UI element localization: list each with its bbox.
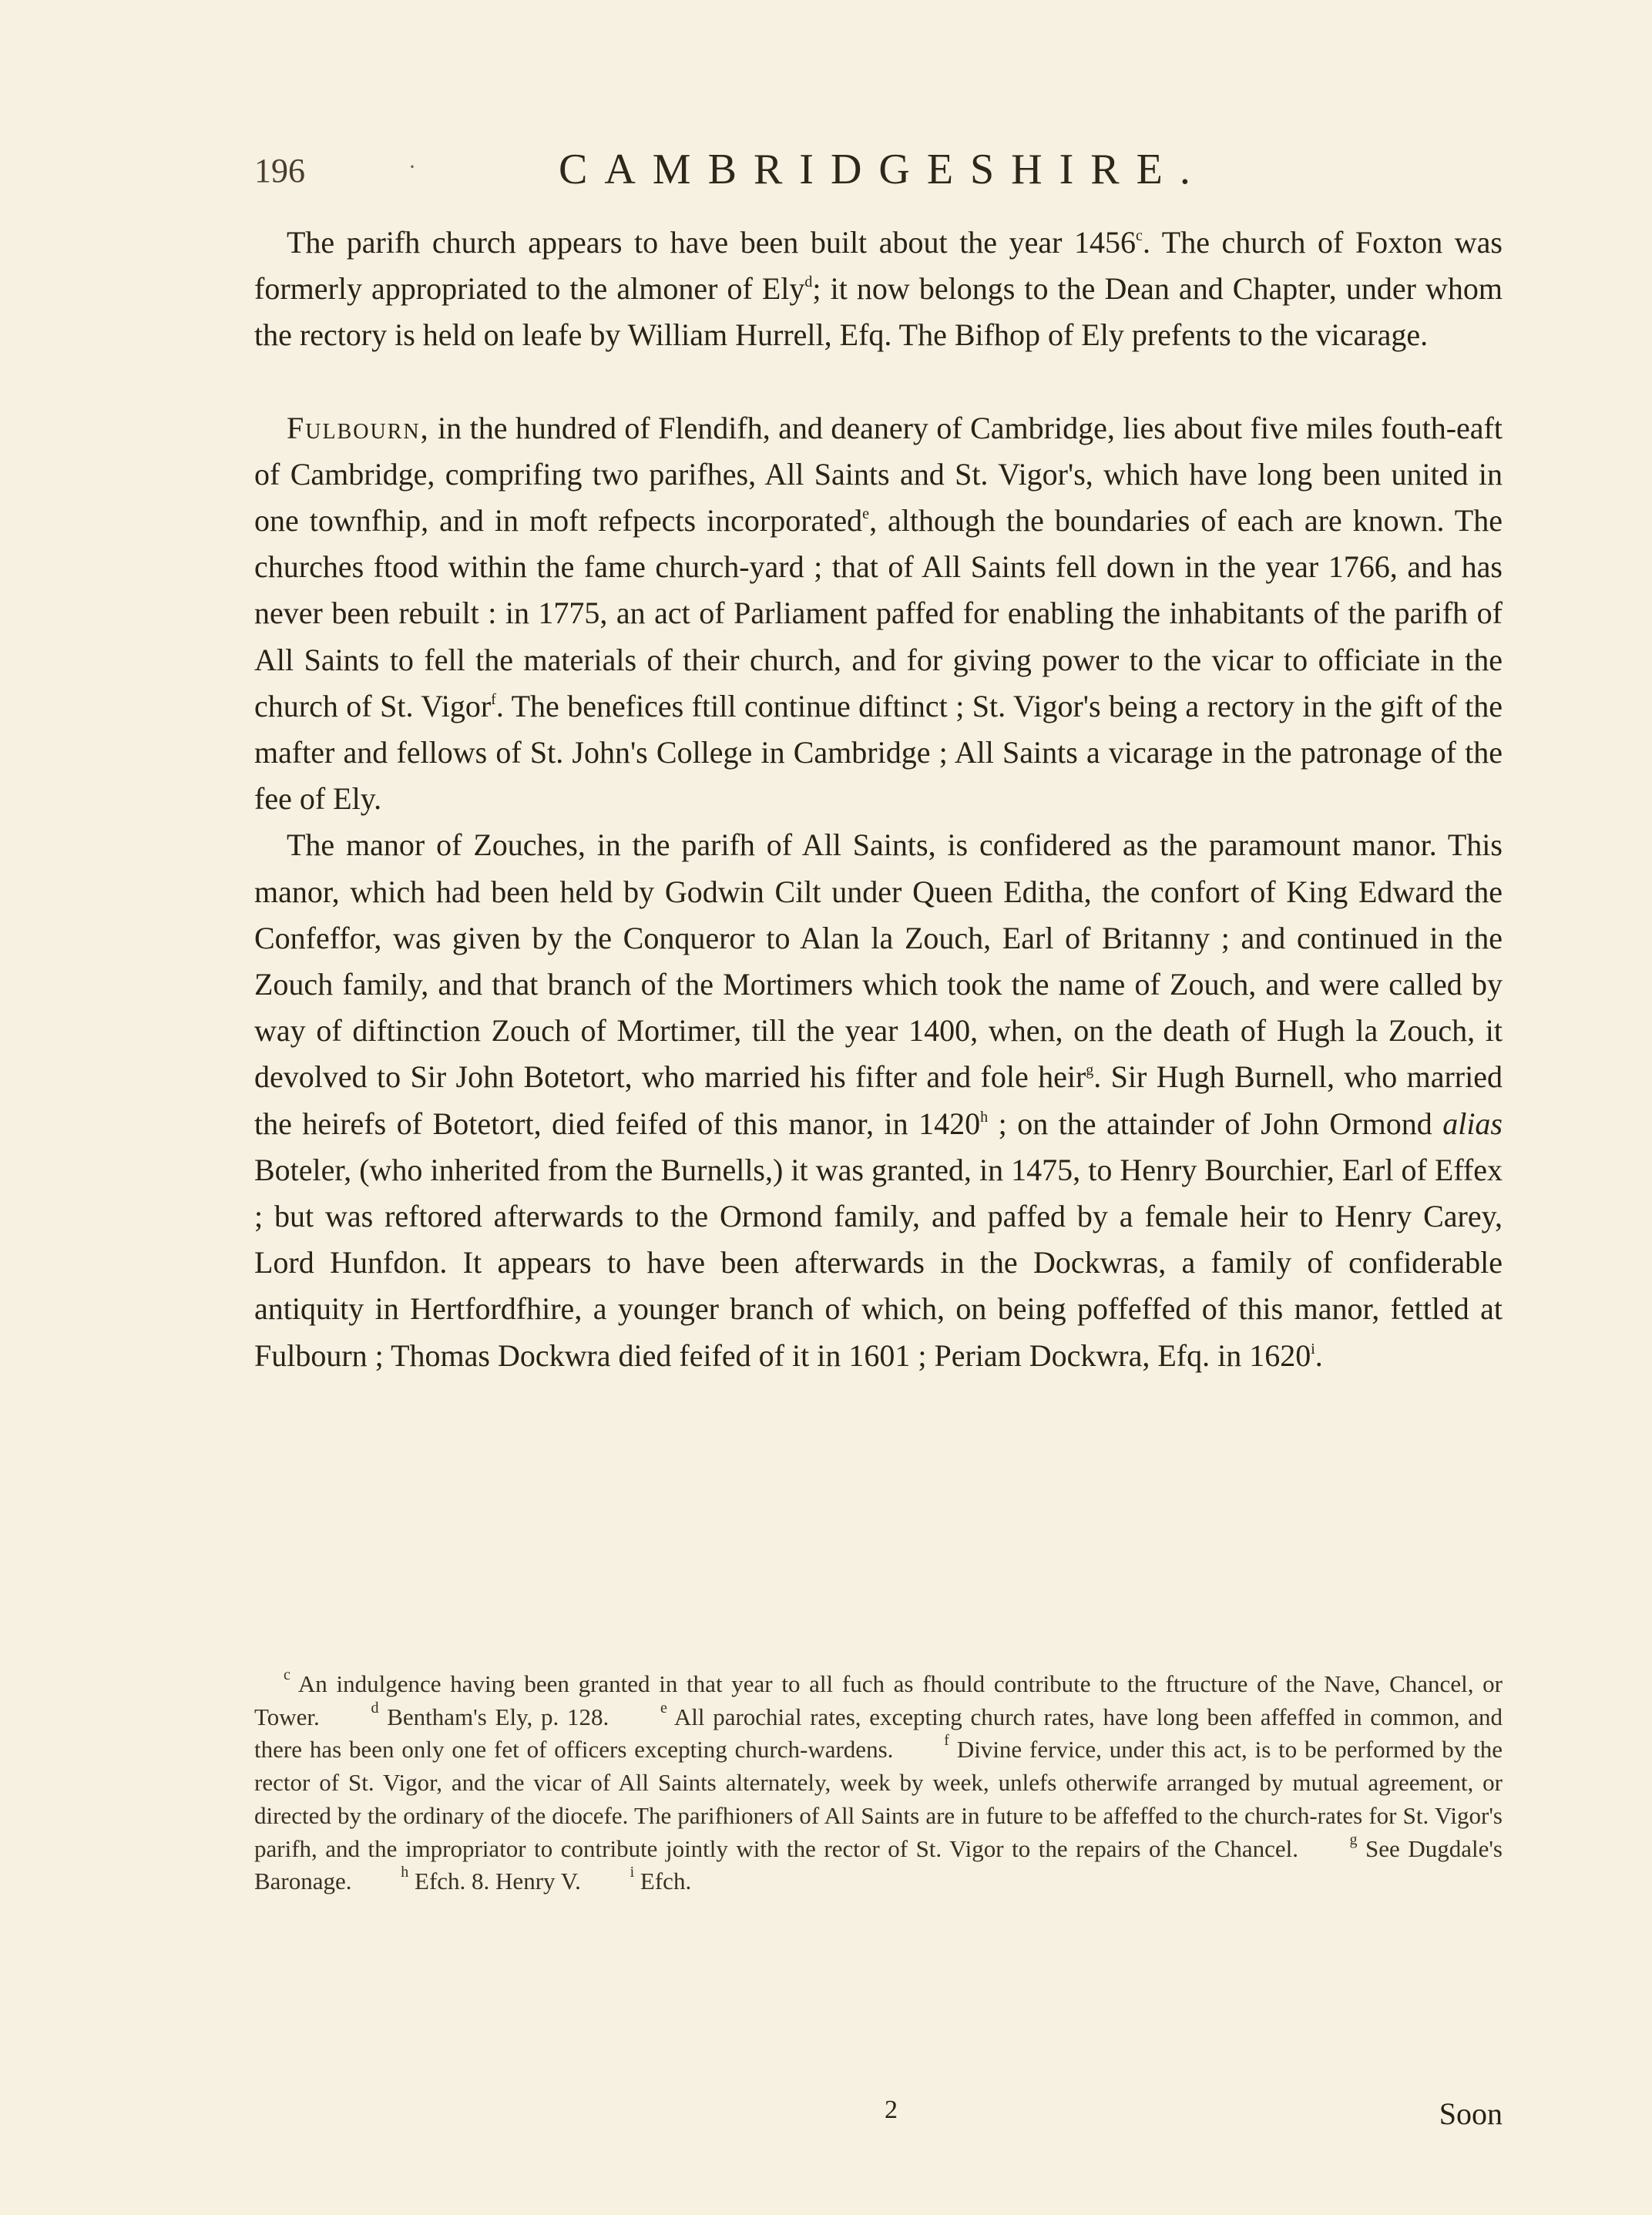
page-number: 196 [254,152,305,190]
footnote-text: An indulgence having been granted in that year to all fuch as fhould contribute to the ftructure of the Nave, Chancel, or Tower. [254,1670,1503,1730]
italic-term: alias [1442,1106,1503,1141]
footnote [371,1699,609,1730]
running-title: CAMBRIDGESHIRE. [559,146,1207,193]
footnote [630,1864,692,1895]
text-run: . The benefices ftill continue diftinct ; St. Vigor's being a rectory in the gift of the mafter and fellows of St. John's College in Cambridge ; All Saints a vicarage in the patronage of the fee of Ely. [254,688,1503,817]
footnote-mark: f [944,1732,949,1750]
footnote-mark: h [401,1864,409,1881]
footnote-text: Bentham's Ely, p. 128. [387,1703,609,1730]
footnote-ref: g [1086,1062,1094,1079]
catchword: Soon [1439,2096,1503,2131]
footnote-mark: d [371,1699,379,1717]
text-run: The manor of Zouches, in the parifh of All Saints, is confidered as the paramount manor. This manor, which had been held by Godwin Cilt under Queen Editha, the confort of King Edward the Confeffor, was given by the Conqueror to Alan la Zouch, Earl of Britanny ; and continued in the Zouch family, and that branch of the Mortimers which took the name of Zouch, and were called by way of diftinction Zouch of Mortimer, till the year 1400, when, on the death of Hugh la Zouch, it devolved to Sir John Botetort, who married his fifter and fole heir [254,827,1503,1095]
footnotes [254,1668,1503,1898]
footnote-text: Divine fervice, under this act, is to be performed by the rector of St. Vigor, and the vicar of All Saints alternately, week by week, unlefs otherwife arranged by mutual agreement, or directed by the ordinary of the diocefe. The parifhioners of All Saints are in future to be affeffed to the church-rates for St. Vigor's parifh, and the impropriator to contribute jointly with the rector of St. Vigor to the repairs of the Chancel. [254,1736,1503,1862]
page-footer [254,2096,1503,2142]
footnote [401,1864,581,1895]
text-run: Boteler, (who inherited from the Burnells,) it was granted, in 1475, to Henry Bourchier, Earl of Effex ; but was reftored afterwards to the Ormond family, and paffed by a female heir to Henry Carey, Lord Hunfdon. It appears to have been afterwards in the Dockwras, a family of confiderable antiquity in Hertfordfhire, a younger branch of which, on being poffeffed of this manor, fettled at Fulbourn ; Thomas Dockwra died feifed of it in 1601 ; Periam Dockwra, Efq. in 1620 [254,1152,1503,1373]
header-separator: · [408,154,416,180]
text-run: . [1315,1337,1323,1373]
footnote-ref: d [804,274,813,291]
footnote-text: Efch. [640,1868,692,1895]
footnote-ref: f [491,690,496,708]
text-run: , although the boundaries of each are known. The churches ftood within the fame church-yard ; that of All Saints fell down in the year 1766, and has never been rebuilt : in 1775, an act of Parliament paffed for enabling the inhabitants of the parifh of All Saints to fell the materials of their church, and for giving power to the vicar to officiate in the church of St. Vigor [254,503,1503,723]
footnote-ref: c [1136,227,1143,244]
footnote-text: Efch. 8. Henry V. [415,1868,581,1895]
footnote-text: All parochial rates, excepting church rates, have long been affeffed in common, and there has been only one fet of officers excepting church-wardens. [254,1703,1503,1764]
paragraph-foxton-church [254,220,1503,359]
footnote-ref: i [1311,1340,1315,1358]
paragraph-fulbourn [254,405,1503,823]
footnote-mark: e [660,1699,667,1717]
text-run: The parifh church appears to have been built about the year 1456 [287,225,1137,260]
entry-heading: Fulbourn, [287,410,430,445]
signature-mark: 2 [885,2096,898,2124]
text-run: . The church of Foxton was formerly appropriated to the almoner of Ely [254,225,1503,307]
main-text [254,220,1503,1379]
footnote-mark: i [630,1864,635,1881]
text-run: . Sir Hugh Burnell, who married the heirefs of Botetort, died feifed of this manor, in 1420 [254,1059,1503,1141]
footnote-mark: g [1349,1831,1358,1848]
text-run: ; it now belongs to the Dean and Chapter, under whom the rectory is held on leafe by William Hurrell, Efq. The Bifhop of Ely prefents to the vicarage. [254,271,1503,353]
text-run: ; on the attainder of John Ormond [988,1106,1443,1141]
text-run: in the hundred of Flendifh, and deanery of Cambridge, lies about five miles fouth-eaft of Cambridge, comprifing two parifhes, All Saints and St. Vigor's, which have long been united in one townfhip, and in moft refpects incorporated [254,410,1503,539]
footnote-ref: e [862,505,870,523]
paragraph-zouches-manor [254,822,1503,1378]
footnote-block [254,1668,1503,1898]
footnote-text: See Dugdale's Baronage. [254,1834,1503,1895]
footnote-mark: c [284,1666,290,1683]
page-header [254,145,1294,199]
footnote-ref: h [980,1108,989,1126]
